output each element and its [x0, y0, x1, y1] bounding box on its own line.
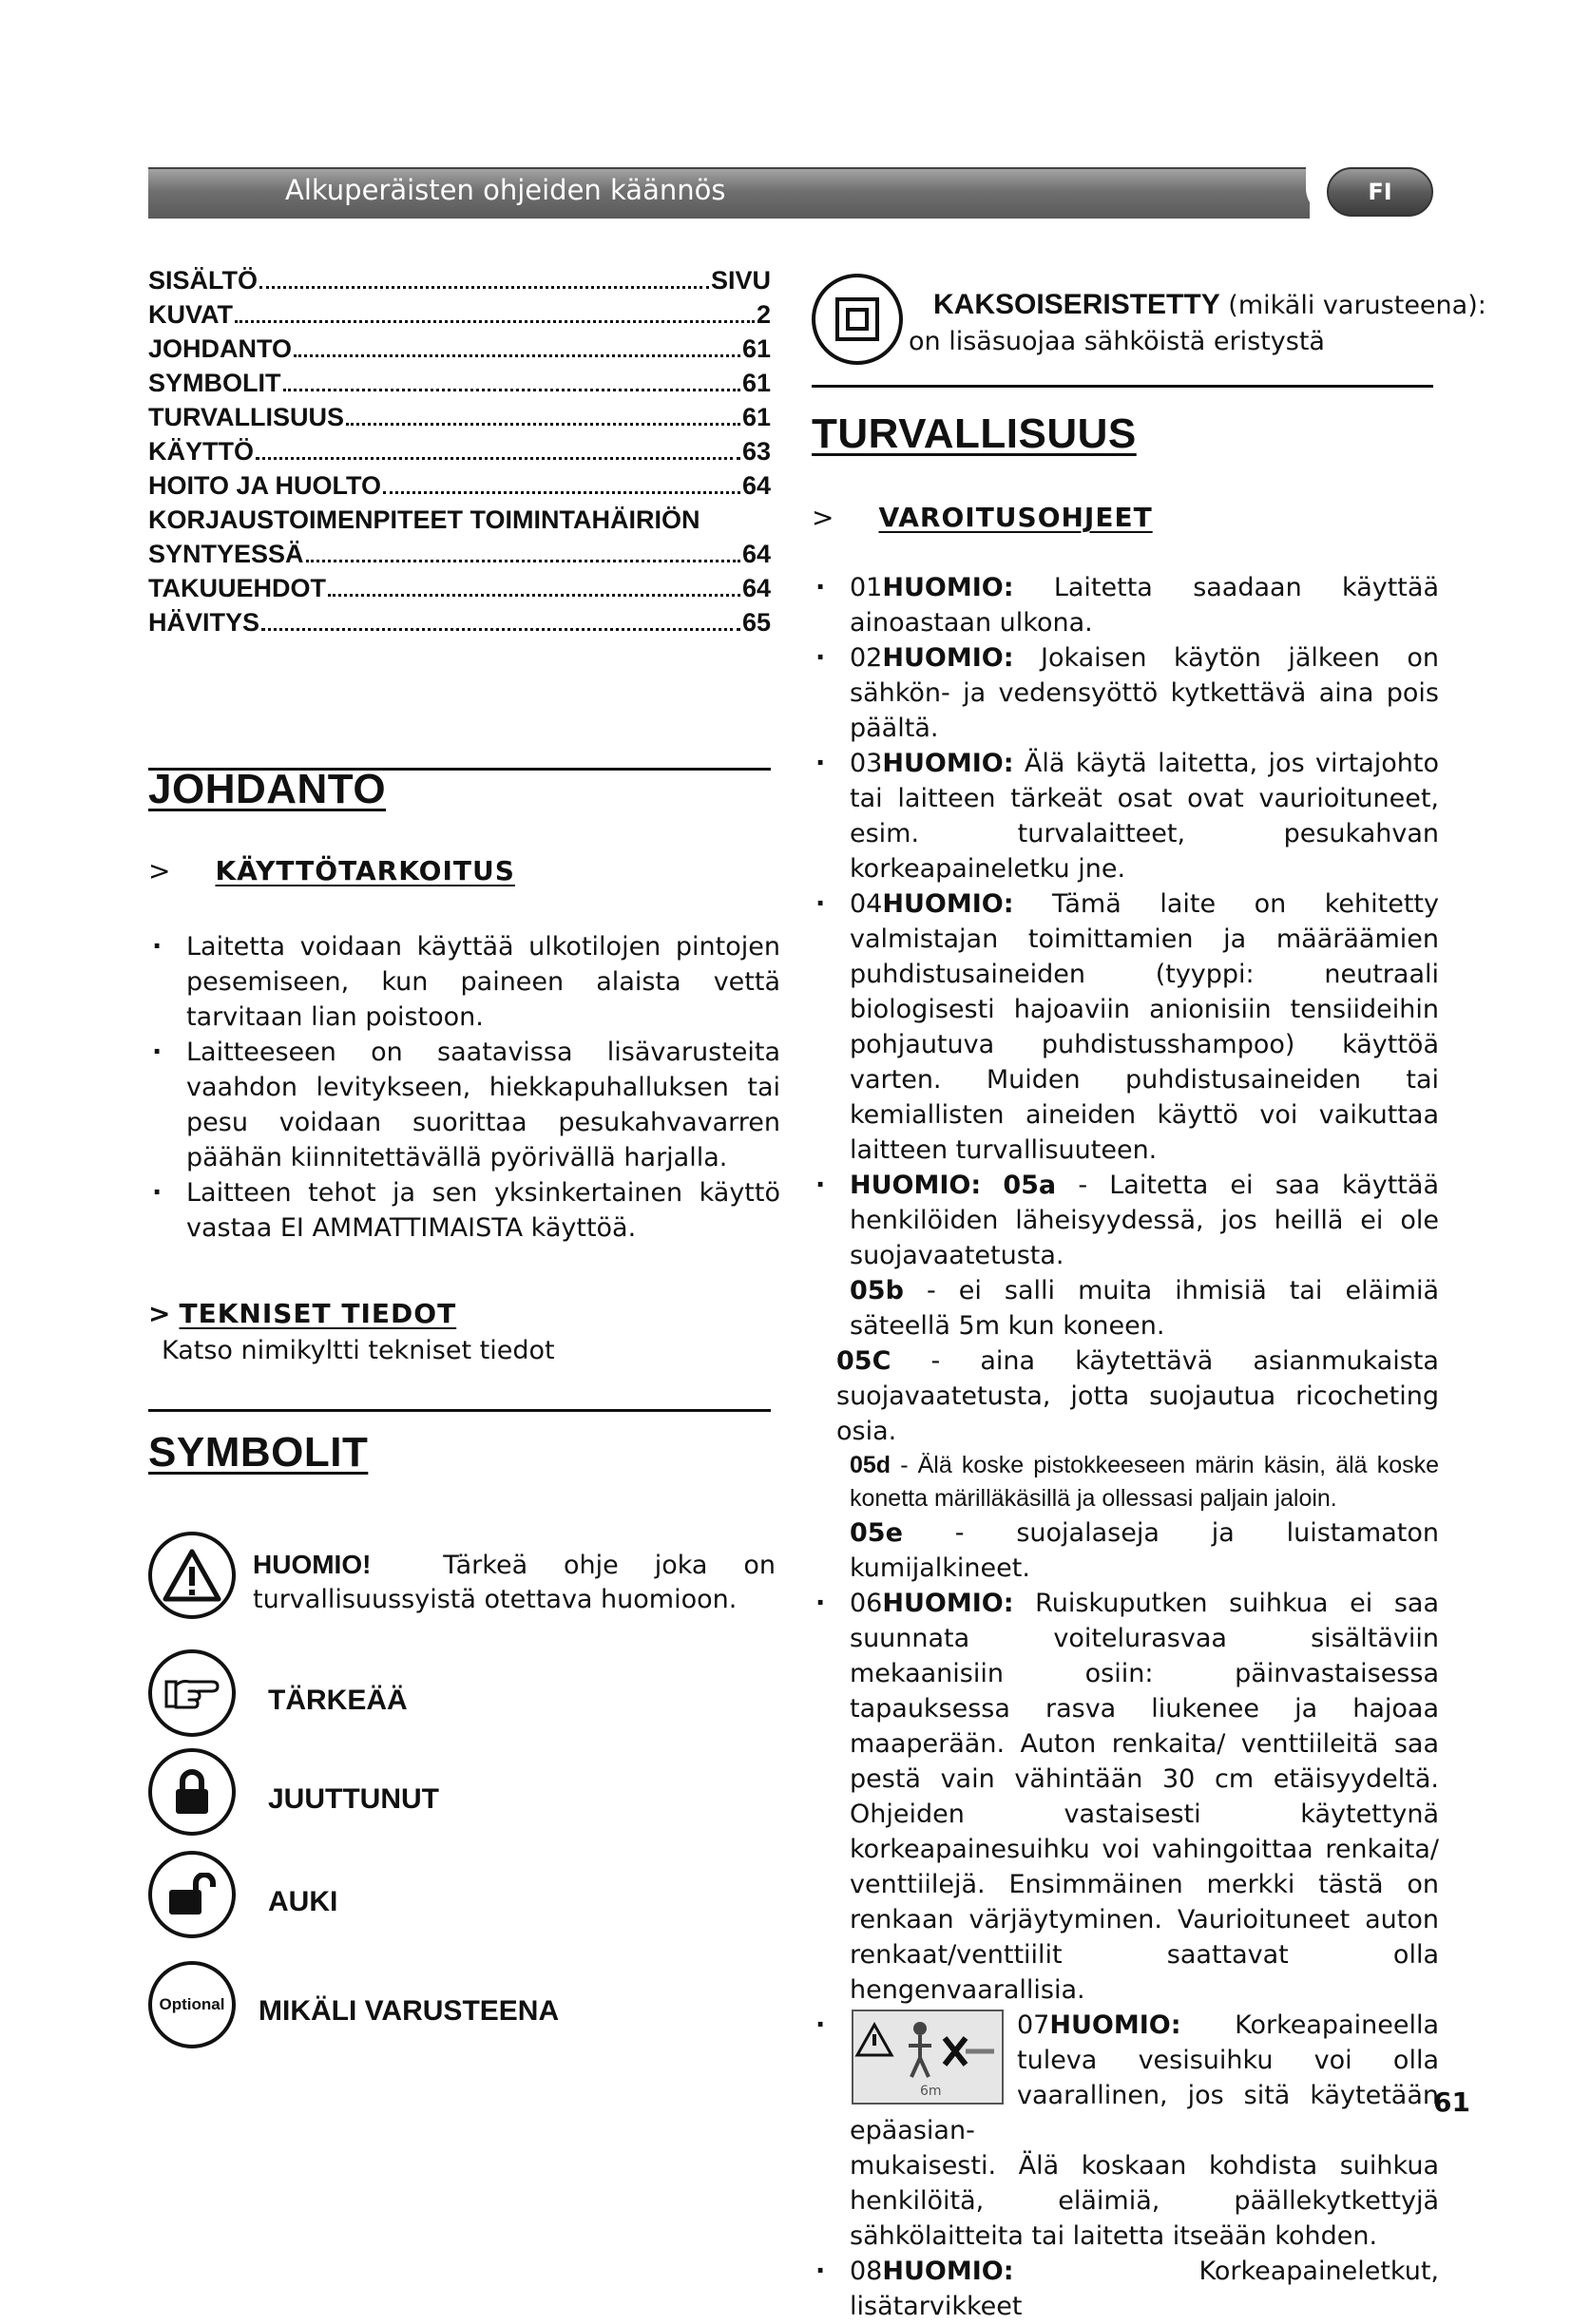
intro-text: [148, 929, 780, 1246]
double-insulation-icon: [812, 274, 903, 365]
warning-item: · 08HUOMIO: Korkeapaineletkut, lisätarvikkeet: [812, 2254, 1439, 2324]
warnings-text: [812, 570, 1439, 2324]
section-title-turvallisuus: TURVALLISUUS: [812, 410, 1137, 457]
section-divider: [148, 1409, 771, 1412]
closed-lock-icon: [148, 1748, 236, 1836]
toc-row: KÄYTTÖ 63: [148, 437, 771, 466]
intro-bullet: · Laitteen tehot ja sen yksinkertainen käyttö vastaa EI AMMATTIMAISTA käyttöä.: [148, 1175, 780, 1246]
toc-row: KORJAUSTOIMENPITEET TOIMINTAHÄIRIÖN: [148, 505, 700, 534]
symbol-auki-label: AUKI: [268, 1886, 338, 1917]
subheading-tekniset-tiedot: > TEKNISET TIEDOT: [148, 1298, 457, 1329]
header-title: Alkuperäisten ohjeiden käännös: [285, 174, 726, 206]
language-badge: FI: [1327, 167, 1433, 217]
symbol-huomio-desc: HUOMIO! Tärkeä ohje joka on turvallisuussyistä otettava huomioon.: [253, 1550, 776, 1614]
tech-text: Katso nimikyltti tekniset tiedot: [162, 1336, 555, 1365]
double-insulation-desc: KAKSOISERISTETTY (mikäli varusteena):: [933, 289, 1486, 320]
warning-item: · 02HUOMIO: Jokaisen käytön jälkeen on sähkön- ja vedensyöttö kytkettävä aina pois päältä.: [812, 640, 1439, 746]
pointing-hand-icon: [148, 1649, 236, 1737]
toc-row: SISÄLTÖ SIVU: [148, 266, 771, 295]
toc-row: JOHDANTO 61: [148, 334, 771, 363]
toc-row: HÄVITYS 65: [148, 608, 771, 637]
open-lock-icon: [148, 1851, 236, 1938]
toc-row: KUVAT 2: [148, 300, 771, 329]
toc-row: SYMBOLIT 61: [148, 369, 771, 397]
double-insulation-text: on lisäsuojaa sähköistä eristystä: [909, 327, 1325, 356]
table-of-contents: [148, 263, 771, 639]
warning-triangle-icon: [148, 1532, 236, 1619]
page-number: 61: [1433, 2086, 1470, 2118]
toc-row: HOITO JA HUOLTO 64: [148, 471, 771, 500]
warning-item: · 6m 07HUOMIO: Korkeapaineella tuleva vesisuihku voi olla vaarallinen, jos sitä käytetään epäasian- mukaisesti. Älä koskaan kohdista suihkua henkilöitä, eläimiä, päällekytkettyjä sähkölaitteita tai laitetta itseään kohden.: [812, 2008, 1439, 2254]
subheading-kayttotarkoitus: > KÄYTTÖTARKOITUS: [148, 855, 515, 886]
toc-row: TURVALLISUUS 61: [148, 403, 771, 431]
section-title-johdanto: JOHDANTO: [148, 766, 387, 812]
optional-icon: Optional: [148, 1961, 236, 2048]
symbol-juuttunut-label: JUUTTUNUT: [268, 1783, 439, 1815]
warning-item: · 04HUOMIO: Tämä laite on kehitetty valmistajan toimittamien ja määräämien puhdistusaineiden (tyyppi: neutraali biologisesti hajoaviin anionisiin tensiideihin pohjautuva puhdistusshampoo) käyttöä varten. Muiden puhdistusaineiden tai kemiallisten aineiden käyttö voi vaikuttaa laitteen turvallisuuteen.: [812, 886, 1439, 1168]
warning-item: · HUOMIO: 05a - Laitetta ei saa käyttää henkilöiden läheisyydessä, jos heillä ei ole suojavaatetusta. 05b - ei salli muita ihmisiä tai eläimiä säteellä 5m kun koneen. 05C - aina käytettävä asianmukaista suojavaatetusta, jotta suojautua ricocheting osia. 05d - Älä koske pistokkeeseen märin käsin, älä koske konetta märilläkäsillä ja ollessasi paljain jaloin. 05e - suojalaseja ja luistamaton kumijalkineet.: [812, 1168, 1439, 1586]
warning-item: · 06HUOMIO: Ruiskuputken suihkua ei saa suunnata voitelurasvaa sisältäviin mekaanisiin osiin: päinvastaisessa tapauksessa rasva liukenee ja hajoaa maaperään. Auton renkaita/ venttiileitä saa pestä vain vähintään 30 cm etäisyydeltä. Ohjeiden vastaisesti käytettynä korkeapainesuihku voi vahingoittaa renkaita/ venttiilejä. Ensimmäinen merkki tästä on renkaan värjäytyminen. Vaurioituneet auton renkaat/venttiilit saattavat olla hengenvaarallisia.: [812, 1586, 1439, 2008]
spray-hazard-icon: · 6m: [852, 2010, 1004, 2105]
subheading-varoitusohjeet: > VAROITUSOHJEET: [812, 502, 1153, 533]
toc-row: SYNTYESSÄ 64: [148, 540, 771, 568]
section-title-symbolit: SYMBOLIT: [148, 1429, 369, 1476]
section-divider: [812, 385, 1433, 388]
toc-row: TAKUUEHDOT 64: [148, 574, 771, 602]
warning-item: · 03HUOMIO: Älä käytä laitetta, jos virtajohto tai laitteen tärkeät osat ovat vaurioituneet, esim. turvalaitteet, pesukahvan korkeapaineletku jne.: [812, 746, 1439, 886]
intro-bullet: · Laitteeseen on saatavissa lisävarusteita vaahdon levitykseen, hiekkapuhalluksen tai pesu voidaan suorittaa pesukahvavarren päähän kiinnitettävällä pyörivällä harjalla.: [148, 1035, 780, 1175]
warning-item: · 01HUOMIO: Laitetta saadaan käyttää ainoastaan ulkona.: [812, 570, 1439, 640]
symbol-mikali-varusteena-label: MIKÄLI VARUSTEENA: [259, 1995, 560, 2027]
symbol-tarkeaa-label: TÄRKEÄÄ: [268, 1685, 408, 1716]
intro-bullet: · Laitetta voidaan käyttää ulkotilojen pintojen pesemiseen, kun paineen alaista vettä tarvitaan lian poistoon.: [148, 929, 780, 1035]
